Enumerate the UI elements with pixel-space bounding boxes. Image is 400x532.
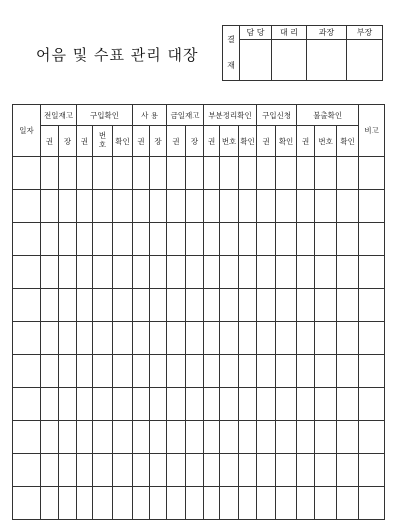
entry-cell[interactable] [220,223,239,256]
entry-cell[interactable] [239,454,257,487]
entry-cell[interactable] [59,157,77,190]
entry-cell[interactable] [220,388,239,421]
entry-cell[interactable] [220,355,239,388]
sub-header: 권 [297,126,315,157]
approval-side-label: 결 재 [223,26,240,81]
entry-cell[interactable] [257,256,276,289]
entry-cell[interactable] [315,190,337,223]
entry-cell[interactable] [337,322,359,355]
entry-cell[interactable] [276,421,297,454]
entry-cell[interactable] [59,256,77,289]
entry-cell[interactable] [93,454,113,487]
entry-cell[interactable] [220,157,239,190]
entry-cell[interactable] [337,157,359,190]
entry-cell[interactable] [315,388,337,421]
entry-cell[interactable] [186,322,204,355]
entry-cell[interactable] [13,355,41,388]
entry-cell[interactable] [276,355,297,388]
entry-cell[interactable] [93,190,113,223]
entry-cell[interactable] [13,190,41,223]
entry-cell[interactable] [77,157,93,190]
entry-cell[interactable] [297,454,315,487]
entry-cell[interactable] [13,256,41,289]
entry-cell[interactable] [133,421,150,454]
entry-cell[interactable] [186,289,204,322]
table-row [13,454,385,487]
entry-cell[interactable] [257,289,276,322]
entry-cell[interactable] [93,487,113,520]
entry-cell[interactable] [93,355,113,388]
entry-cell[interactable] [41,223,59,256]
entry-cell[interactable] [257,487,276,520]
entry-cell[interactable] [297,190,315,223]
entry-cell[interactable] [59,487,77,520]
entry-cell[interactable] [186,355,204,388]
entry-cell[interactable] [41,322,59,355]
entry-cell[interactable] [167,355,186,388]
entry-cell[interactable] [276,256,297,289]
entry-cell[interactable] [276,223,297,256]
entry-cell[interactable] [315,487,337,520]
entry-cell[interactable] [359,223,385,256]
entry-cell[interactable] [337,256,359,289]
group-header: 구입확인 [77,105,133,126]
entry-cell[interactable] [93,289,113,322]
entry-cell[interactable] [59,421,77,454]
table-row [13,388,385,421]
entry-cell[interactable] [257,322,276,355]
sub-header: 권 [167,126,186,157]
page-title: 어음 및 수표 관리 대장 [36,46,199,64]
entry-cell[interactable] [239,289,257,322]
col-remarks-header: 비고 [359,105,385,157]
sub-header: 확인 [276,126,297,157]
entry-cell[interactable] [276,289,297,322]
entry-cell[interactable] [113,157,133,190]
approval-sign-cell[interactable] [307,40,347,81]
entry-cell[interactable] [77,190,93,223]
entry-cell[interactable] [220,421,239,454]
approval-box [222,25,383,81]
entry-cell[interactable] [186,421,204,454]
entry-cell[interactable] [257,223,276,256]
entry-cell[interactable] [257,421,276,454]
entry-cell[interactable] [150,256,167,289]
entry-cell[interactable] [167,289,186,322]
entry-cell[interactable] [113,388,133,421]
entry-cell[interactable] [77,223,93,256]
approval-role-4: 부장 [347,26,383,40]
entry-cell[interactable] [133,487,150,520]
approval-sign-cell[interactable] [240,40,272,81]
entry-cell[interactable] [257,157,276,190]
sub-header: 확인 [337,126,359,157]
entry-cell[interactable] [133,256,150,289]
entry-cell[interactable] [337,388,359,421]
entry-cell[interactable] [167,322,186,355]
entry-cell[interactable] [186,157,204,190]
group-header: 부분정리확인 [204,105,257,126]
entry-cell[interactable] [41,289,59,322]
entry-cell[interactable] [93,256,113,289]
entry-cell[interactable] [337,421,359,454]
entry-cell[interactable] [220,322,239,355]
entry-cell[interactable] [133,355,150,388]
entry-cell[interactable] [59,190,77,223]
entry-cell[interactable] [77,256,93,289]
entry-cell[interactable] [257,190,276,223]
entry-cell[interactable] [41,421,59,454]
group-header: 구입신청 [257,105,297,126]
entry-cell[interactable] [315,157,337,190]
entry-cell[interactable] [150,487,167,520]
entry-cell[interactable] [150,322,167,355]
sub-header: 권 [204,126,220,157]
entry-cell[interactable] [239,355,257,388]
entry-cell[interactable] [133,190,150,223]
group-header: 사 용 [133,105,167,126]
entry-cell[interactable] [276,487,297,520]
entry-cell[interactable] [93,388,113,421]
entry-cell[interactable] [186,190,204,223]
entry-cell[interactable] [239,223,257,256]
entry-cell[interactable] [204,223,220,256]
entry-cell[interactable] [150,157,167,190]
entry-cell[interactable] [359,487,385,520]
entry-cell[interactable] [315,421,337,454]
entry-cell[interactable] [239,487,257,520]
entry-cell[interactable] [59,454,77,487]
entry-cell[interactable] [315,289,337,322]
group-header: 전일재고 [41,105,77,126]
entry-cell[interactable] [93,421,113,454]
entry-cell[interactable] [186,256,204,289]
entry-cell[interactable] [239,322,257,355]
entry-cell[interactable] [13,454,41,487]
sub-header: 장 [59,126,77,157]
entry-cell[interactable] [186,388,204,421]
entry-cell[interactable] [41,454,59,487]
entry-cell[interactable] [276,322,297,355]
entry-cell[interactable] [150,223,167,256]
entry-cell[interactable] [13,388,41,421]
entry-cell[interactable] [276,190,297,223]
entry-cell[interactable] [220,487,239,520]
entry-cell[interactable] [257,355,276,388]
entry-cell[interactable] [13,322,41,355]
sub-header: 번 호 [93,126,113,157]
entry-cell[interactable] [13,157,41,190]
entry-cell[interactable] [167,454,186,487]
entry-cell[interactable] [113,454,133,487]
entry-cell[interactable] [13,289,41,322]
entry-cell[interactable] [133,322,150,355]
approval-role-3: 과장 [307,26,347,40]
entry-cell[interactable] [359,190,385,223]
entry-cell[interactable] [220,289,239,322]
entry-cell[interactable] [204,454,220,487]
entry-cell[interactable] [297,322,315,355]
table-row [13,322,385,355]
entry-cell[interactable] [359,421,385,454]
table-row [13,223,385,256]
group-header: 불출확인 [297,105,359,126]
entry-cell[interactable] [113,355,133,388]
entry-cell[interactable] [276,388,297,421]
entry-cell[interactable] [204,289,220,322]
entry-cell[interactable] [359,256,385,289]
entry-cell[interactable] [276,157,297,190]
entry-cell[interactable] [297,421,315,454]
sub-header: 번호 [220,126,239,157]
entry-cell[interactable] [359,157,385,190]
entry-cell[interactable] [239,388,257,421]
table-row [13,355,385,388]
entry-cell[interactable] [167,256,186,289]
sub-header: 번호 [315,126,337,157]
sub-header: 권 [257,126,276,157]
entry-cell[interactable] [257,388,276,421]
entry-cell[interactable] [77,421,93,454]
entry-cell[interactable] [150,388,167,421]
entry-cell[interactable] [113,487,133,520]
entry-cell[interactable] [297,355,315,388]
entry-cell[interactable] [13,223,41,256]
entry-cell[interactable] [297,223,315,256]
entry-cell[interactable] [93,157,113,190]
entry-cell[interactable] [315,223,337,256]
entry-cell[interactable] [359,388,385,421]
sub-header: 권 [41,126,59,157]
col-date-header: 일자 [13,105,41,157]
entry-cell[interactable] [59,322,77,355]
ledger-body [13,157,385,520]
entry-cell[interactable] [239,157,257,190]
entry-cell[interactable] [337,223,359,256]
entry-cell[interactable] [257,454,276,487]
entry-cell[interactable] [297,157,315,190]
entry-cell[interactable] [167,223,186,256]
approval-sign-cell[interactable] [272,40,307,81]
entry-cell[interactable] [315,355,337,388]
entry-cell[interactable] [167,190,186,223]
entry-cell[interactable] [204,322,220,355]
entry-cell[interactable] [77,289,93,322]
entry-cell[interactable] [204,256,220,289]
sub-header: 장 [186,126,204,157]
entry-cell[interactable] [133,289,150,322]
entry-cell[interactable] [41,190,59,223]
entry-cell[interactable] [220,256,239,289]
entry-cell[interactable] [239,421,257,454]
entry-cell[interactable] [113,421,133,454]
entry-cell[interactable] [204,157,220,190]
approval-sign-cell[interactable] [347,40,383,81]
entry-cell[interactable] [133,157,150,190]
entry-cell[interactable] [77,454,93,487]
entry-cell[interactable] [186,487,204,520]
entry-cell[interactable] [113,190,133,223]
entry-cell[interactable] [315,322,337,355]
entry-cell[interactable] [337,355,359,388]
table-row [13,487,385,520]
entry-cell[interactable] [13,421,41,454]
entry-cell[interactable] [13,487,41,520]
entry-cell[interactable] [276,454,297,487]
entry-cell[interactable] [359,322,385,355]
entry-cell[interactable] [204,355,220,388]
entry-cell[interactable] [59,388,77,421]
entry-cell[interactable] [113,322,133,355]
entry-cell[interactable] [77,388,93,421]
entry-cell[interactable] [167,487,186,520]
table-row [13,256,385,289]
sub-header: 장 [150,126,167,157]
entry-cell[interactable] [315,256,337,289]
entry-cell[interactable] [359,289,385,322]
table-row [13,289,385,322]
entry-cell[interactable] [186,454,204,487]
entry-cell[interactable] [41,388,59,421]
entry-cell[interactable] [133,223,150,256]
entry-cell[interactable] [93,223,113,256]
entry-cell[interactable] [297,289,315,322]
sub-header: 확인 [239,126,257,157]
entry-cell[interactable] [150,355,167,388]
entry-cell[interactable] [150,289,167,322]
sub-header: 권 [133,126,150,157]
entry-cell[interactable] [113,256,133,289]
entry-cell[interactable] [113,289,133,322]
entry-cell[interactable] [359,454,385,487]
entry-cell[interactable] [337,487,359,520]
entry-cell[interactable] [41,355,59,388]
approval-role-1: 담 당 [240,26,272,40]
entry-cell[interactable] [239,190,257,223]
entry-cell[interactable] [133,454,150,487]
entry-cell[interactable] [77,487,93,520]
entry-cell[interactable] [337,289,359,322]
entry-cell[interactable] [41,256,59,289]
entry-cell[interactable] [220,190,239,223]
entry-cell[interactable] [59,355,77,388]
entry-cell[interactable] [167,157,186,190]
sub-header: 확인 [113,126,133,157]
approval-role-2: 대 리 [272,26,307,40]
entry-cell[interactable] [133,388,150,421]
entry-cell[interactable] [297,256,315,289]
entry-cell[interactable] [167,388,186,421]
entry-cell[interactable] [93,322,113,355]
entry-cell[interactable] [297,487,315,520]
entry-cell[interactable] [150,190,167,223]
table-row [13,421,385,454]
entry-cell[interactable] [59,289,77,322]
entry-cell[interactable] [41,487,59,520]
entry-cell[interactable] [315,454,337,487]
entry-cell[interactable] [337,190,359,223]
entry-cell[interactable] [113,223,133,256]
entry-cell[interactable] [59,223,77,256]
entry-cell[interactable] [220,454,239,487]
entry-cell[interactable] [41,157,59,190]
entry-cell[interactable] [204,190,220,223]
table-row [13,190,385,223]
sub-header: 권 [77,126,93,157]
entry-cell[interactable] [150,454,167,487]
entry-cell[interactable] [359,355,385,388]
ledger-table [12,104,385,520]
entry-cell[interactable] [204,487,220,520]
entry-cell[interactable] [77,322,93,355]
entry-cell[interactable] [297,388,315,421]
entry-cell[interactable] [204,388,220,421]
table-row [13,157,385,190]
group-header: 금일재고 [167,105,204,126]
entry-cell[interactable] [150,421,167,454]
entry-cell[interactable] [239,256,257,289]
entry-cell[interactable] [337,454,359,487]
entry-cell[interactable] [186,223,204,256]
entry-cell[interactable] [167,421,186,454]
entry-cell[interactable] [204,421,220,454]
entry-cell[interactable] [77,355,93,388]
